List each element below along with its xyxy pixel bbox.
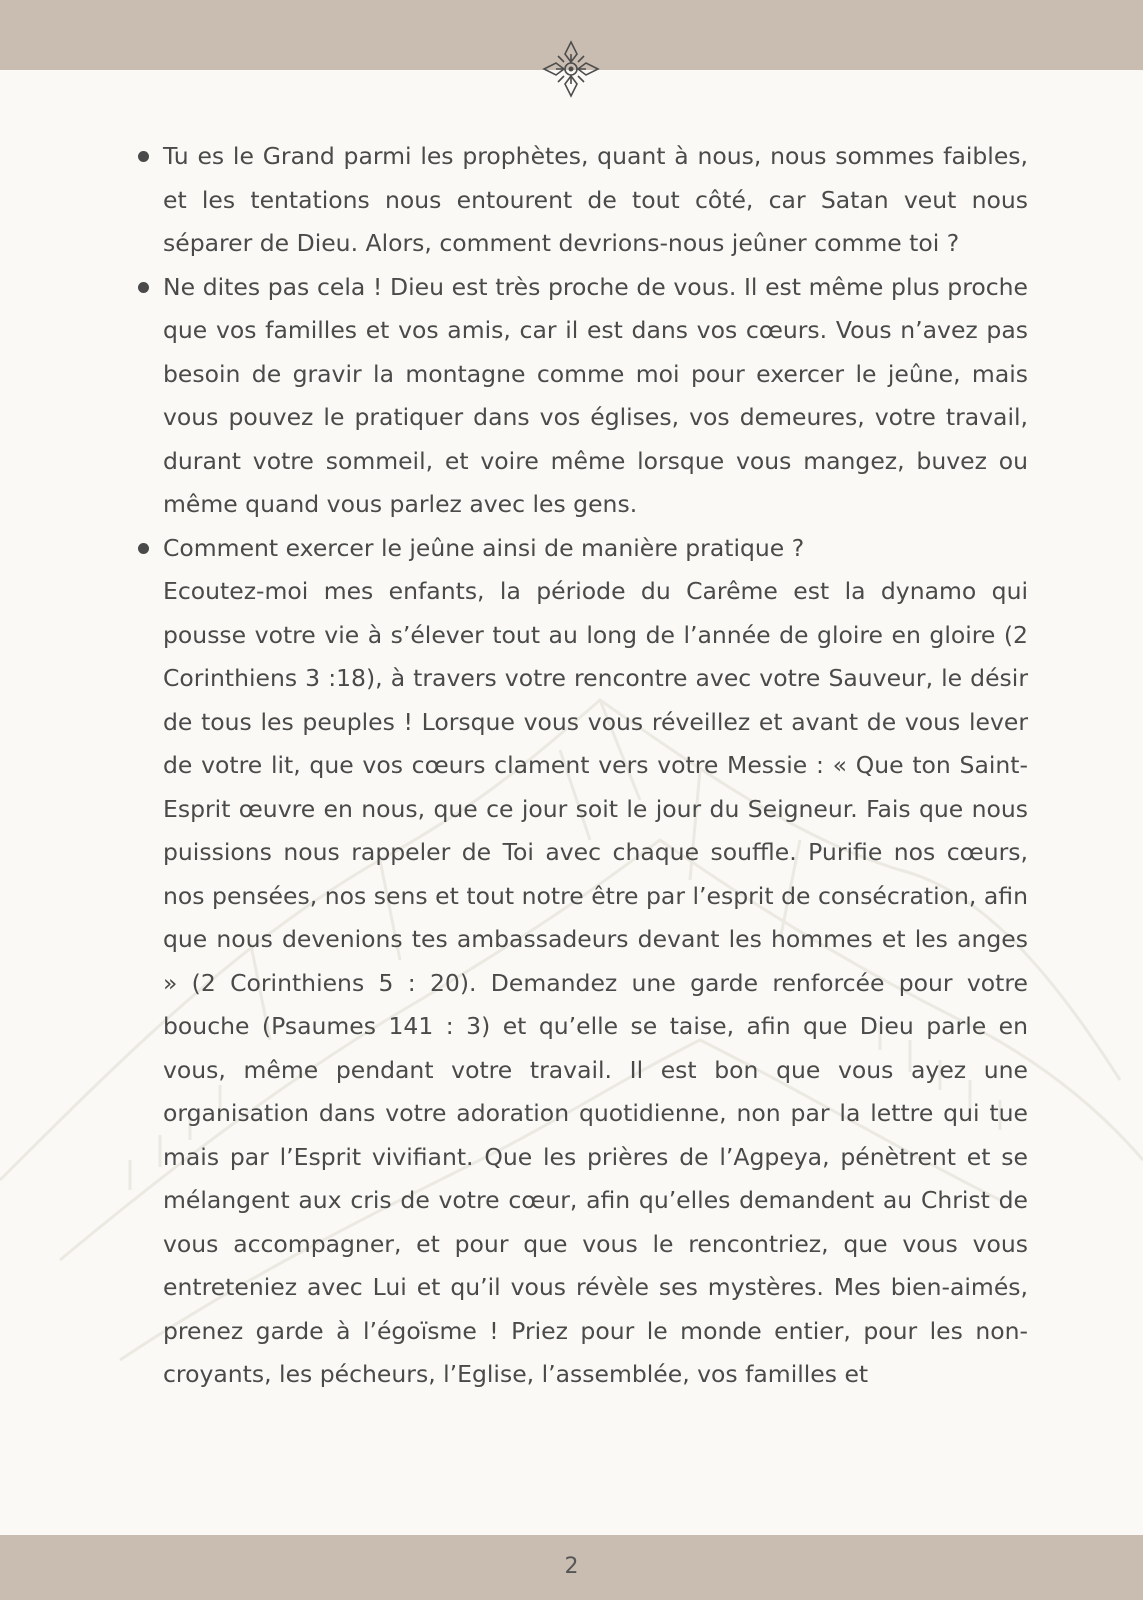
bullet-paragraph-2: Ne dites pas cela ! Dieu est très proche de vous. Il est même plus proche que vos familles et vos amis, car il est dans vos cœurs. Vous n’avez pas besoin de gravir la montagne comme moi pour exercer le jeûne, mais vous pouvez le pratiquer dans vos églises, vos demeures, votre travail, durant votre sommeil, et voire même lorsque vous mangez, buvez ou même quand vous parlez avec les gens.	[163, 266, 1028, 527]
body-paragraph: Ecoutez-moi mes enfants, la période du Carême est la dynamo qui pousse votre vie à s’élever tout au long de l’année de gloire en gloire (2 Corinthiens 3 :18), à travers votre rencontre avec votre Sauveur, le désir de tous les peuples ! Lorsque vous vous réveillez et avant de vous lever de votre lit, que vos cœurs clament vers votre Messie : « Que ton Saint-Esprit œuvre en nous, que ce jour soit le jour du Seigneur. Fais que nous puissions nous rappeler de Toi avec chaque souffle. Purifie nos cœurs, nos pensées, nos sens et tout notre être par l’esprit de consécration, afin que nous devenions tes ambassadeurs devant les hommes et les anges » (2 Corinthiens 5 : 20). Demandez une garde renforcée pour votre bouche (Psaumes 141 : 3) et qu’elle se taise, afin que Dieu parle en vous, même pendant votre travail. Il est bon que vous ayez une organisation dans votre adoration quotidienne, non par la lettre qui tue mais par l’Esprit vivifiant. Que les prières de l’Agpeya, pénètrent et se mélangent aux cris de votre cœur, afin qu’elles demandent au Christ de vous accompagner, et pour que vous le rencontriez, que vous vous entreteniez avec Lui et qu’il vous révèle ses mystères. Mes bien-aimés, prenez garde à l’égoïsme ! Priez pour le monde entier, pour les non-croyants, les pécheurs, l’Eglise, l’assemblée, vos familles et	[163, 577, 1028, 1388]
cross-ornament-icon	[542, 40, 600, 98]
bullet-paragraph-1: Tu es le Grand parmi les prophètes, quant à nous, nous sommes faibles, et les tentations nous entourent de tout côté, car Satan veut nous séparer de Dieu. Alors, comment devrions-nous jeûner comme toi ?	[163, 135, 1028, 266]
bullet-paragraph-3: Comment exercer le jeûne ainsi de manière pratique ?	[163, 527, 1028, 571]
page-number: 2	[564, 1554, 579, 1579]
page-content	[163, 135, 1028, 1397]
